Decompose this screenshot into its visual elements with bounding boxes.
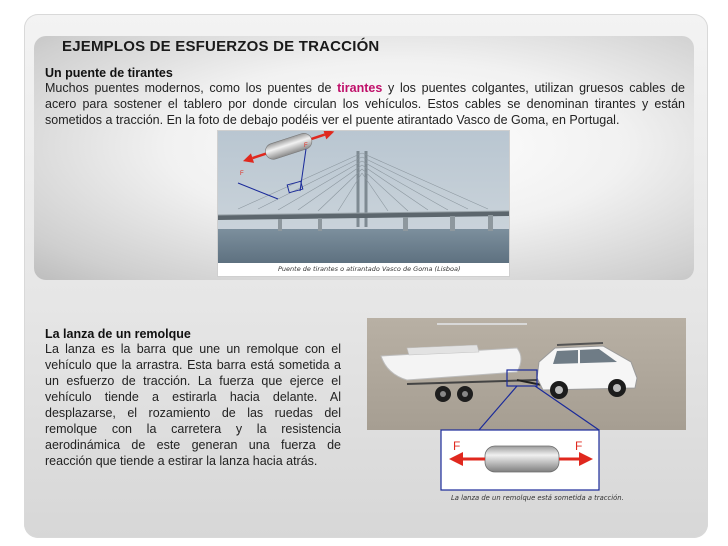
bridge-paragraph	[45, 80, 685, 128]
trailer-photo	[367, 318, 686, 509]
trailer-force-left: F	[453, 439, 461, 453]
bridge-text-before: Muchos puentes modernos, como los puentes de	[45, 81, 338, 95]
trailer-photo-card	[367, 318, 686, 509]
tirantes-highlight: tirantes	[337, 81, 383, 95]
bridge-heading: Un puente de tirantes	[45, 66, 173, 80]
bridge-photo-card	[217, 130, 510, 277]
bridge-force-label-left: F	[240, 171, 244, 177]
trailer-heading: La lanza de un remolque	[45, 327, 191, 341]
trailer-caption: La lanza de un remolque está sometida a tracción.	[451, 494, 624, 502]
slide-title: EJEMPLOS DE ESFUERZOS DE TRACCIÓN	[62, 38, 380, 55]
bridge-photo	[218, 131, 509, 276]
trailer-force-right: F	[575, 439, 583, 453]
bridge-caption: Puente de tirantes o atirantado Vasco de Goma (Lisboa)	[278, 265, 461, 273]
trailer-section	[45, 327, 341, 469]
trailer-paragraph: La lanza es la barra que une un remolque con el vehículo que la arrastra. Esta barra está sometida a un esfuerzo de tracción. La fuerza que ejerce el vehículo tiende a estirarla hacia delante. Al desplazarse, el rozamiento de las ruedas del remolque con la carretera y la resistencia aerodinámica de este generan una fuerza de reacción que tiende a estirar la lanza hacia atrás.	[45, 342, 341, 468]
bridge-force-label-right: F	[304, 143, 308, 149]
bridge-text-after: y los puentes colgantes, utilizan gruesos cables de acero para sostener el tablero por donde circulan los vehículos. Estos cables se denominan tirantes y están sometidos a tracción. En la foto de debajo podéis ver el puente atirantado Vasco de Goma, en Portugal.	[45, 81, 685, 127]
bridge-section	[45, 66, 685, 128]
